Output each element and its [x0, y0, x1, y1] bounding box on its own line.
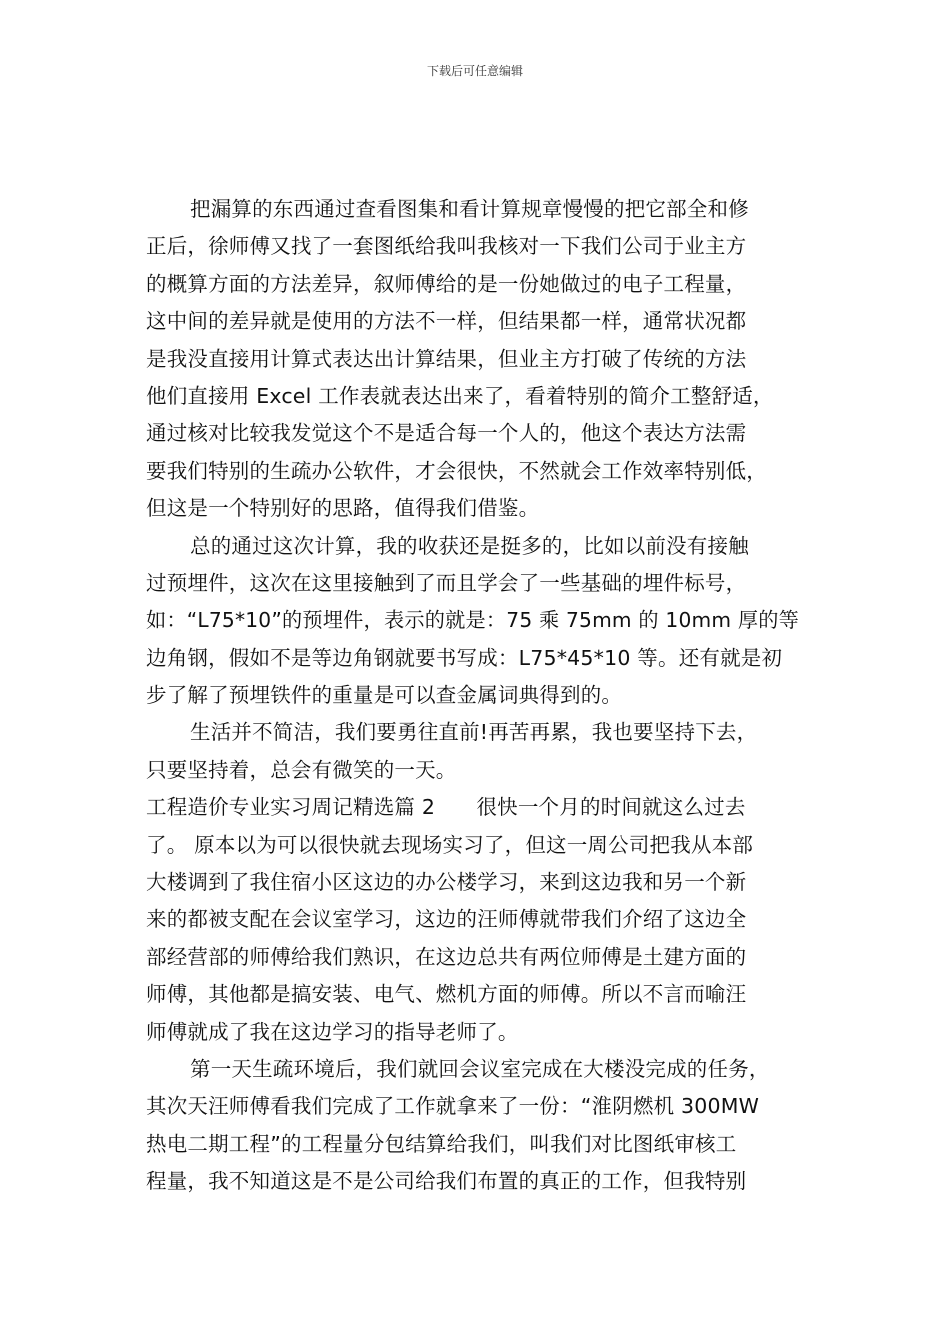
text-line: 是我没直接用计算式表达出计算结果，但业主方打破了传统的方法: [146, 346, 747, 371]
text-line: 把漏算的东西通过查看图集和看计算规章慢慢的把它部全和修: [190, 197, 749, 221]
text-line: 部经营部的师傅给我们熟识，在这边总共有两位师傅是土建方面的: [146, 944, 747, 969]
text-line: 其次天汪师傅看我们完成了工作就拿来了一份：“淮阴燃机 300MW: [146, 1094, 760, 1119]
text-line: 的概算方面的方法差异，叙师傅给的是一份她做过的电子工程量，: [146, 271, 747, 296]
text-line: 程量，我不知道这是不是公司给我们布置的真正的工作，但我特别: [146, 1169, 747, 1194]
document-body: [146, 191, 808, 1201]
text-line: 来的都被支配在会议室学习，这边的汪师傅就带我们介绍了这边全: [146, 907, 747, 932]
text-line: 边角钢，假如不是等边角钢就要书写成：L75*45*10 等。还有就是初: [146, 645, 783, 670]
text-line: 第一天生疏环境后，我们就回会议室完成在大楼没完成的任务，: [190, 1056, 770, 1081]
text-line: 大楼调到了我住宿小区这边的办公楼学习，来到这边我和另一个新: [146, 870, 747, 895]
text-line: 但这是一个特别好的思路，值得我们借鉴。: [146, 496, 540, 521]
text-line: 他们直接用 Excel 工作表就表达出来了，看着特别的简介工整舒适，: [146, 383, 774, 408]
section-title-line: 工程造价专业实习周记精选篇 2 很快一个月的时间就这么过去: [146, 795, 746, 820]
text-line: 师傅就成了我在这边学习的指导老师了。: [146, 1019, 519, 1044]
page-header: 下载后可任意编辑: [426, 64, 523, 78]
text-line: 正后，徐师傅又找了一套图纸给我叫我核对一下我们公司于业主方: [146, 234, 747, 259]
text-line: 这中间的差异就是使用的方法不一样，但结果都一样，通常状况都: [146, 309, 747, 334]
text-line: 步了解了预埋铁件的重量是可以查金属词典得到的。: [146, 683, 623, 708]
text-line: 师傅，其他都是搞安装、电气、燃机方面的师傅。所以不言而喻汪: [146, 982, 747, 1007]
text-line: 要我们特别的生疏办公软件，才会很快，不然就会工作效率特别低，: [146, 458, 767, 483]
text-line: 热电二期工程”的工程量分包结算给我们，叫我们对比图纸审核工: [146, 1131, 737, 1156]
text-line: 过预埋件，这次在这里接触到了而且学会了一些基础的埋件标号，: [146, 570, 747, 595]
text-line: 生活并不简洁，我们要勇往直前!再苦再累，我也要坚持下去，: [190, 720, 758, 745]
text-line: 如：“L75*10”的预埋件，表示的就是：75 乘 75mm 的 10mm 厚的等: [146, 608, 800, 633]
text-line: 了。 原本以为可以很快就去现场实习了，但这一周公司把我从本部: [146, 832, 754, 857]
text-line: 通过核对比较我发觉这个不是适合每一个人的，他这个表达方法需: [146, 421, 747, 446]
text-line: 总的通过这次计算，我的收获还是挺多的，比如以前没有接触: [190, 533, 749, 558]
text-line: 只要坚持着，总会有微笑的一天。: [146, 757, 457, 782]
